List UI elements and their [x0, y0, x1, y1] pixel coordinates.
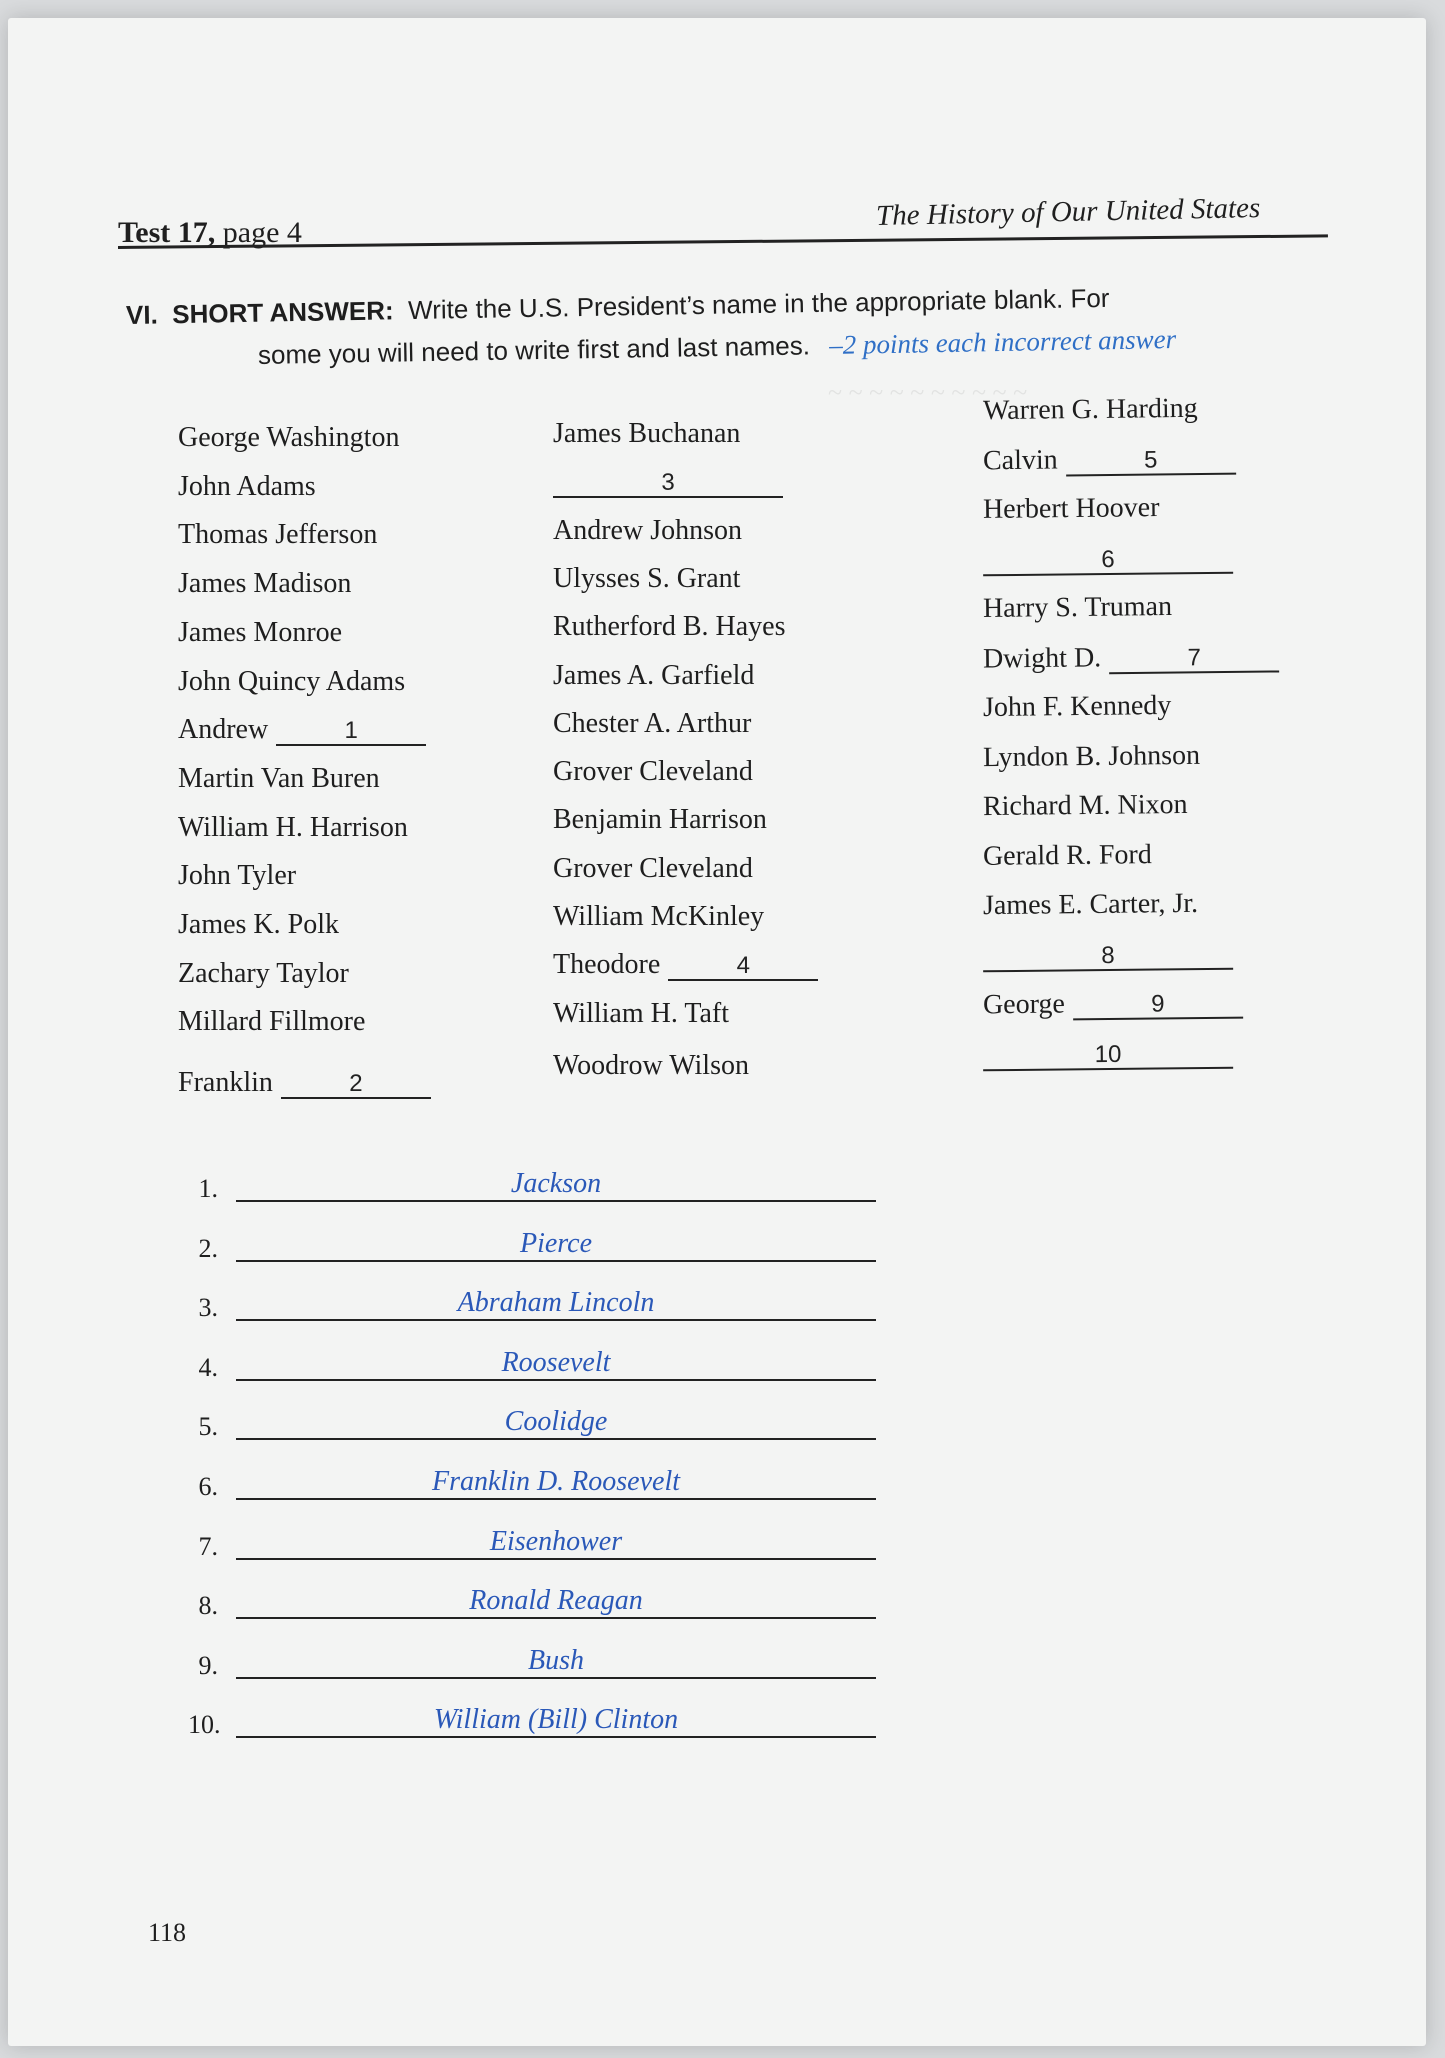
book-title: The History of Our United States — [875, 191, 1261, 233]
president-name: Chester A. Arthur — [553, 707, 752, 739]
handwritten-answer[interactable]: Jackson — [510, 1168, 602, 1199]
president-name: William H. Harrison — [178, 811, 408, 843]
president-entry — [983, 393, 1198, 427]
answer-number: 7. — [198, 1531, 218, 1561]
president-entry — [553, 901, 764, 933]
answer-row — [188, 1583, 888, 1623]
president-name: Andrew — [178, 714, 269, 746]
answer-underline — [236, 1677, 876, 1679]
president-entry — [983, 937, 1233, 972]
president-name: Thomas Jefferson — [178, 519, 378, 551]
president-entry — [983, 839, 1152, 873]
answer-number: 4. — [198, 1352, 218, 1382]
president-name: Richard M. Nixon — [982, 788, 1188, 823]
president-entry — [553, 466, 783, 498]
president-name: Martin Van Buren — [178, 762, 380, 794]
president-name: Andrew Johnson — [553, 514, 742, 546]
president-entry — [178, 471, 316, 503]
answer-row — [188, 1702, 888, 1742]
answer-blank[interactable]: 2 — [281, 1071, 431, 1099]
president-name: Benjamin Harrison — [553, 804, 767, 836]
president-name: Calvin — [982, 444, 1058, 476]
president-name: Grover Cleveland — [553, 852, 753, 884]
answer-number: 8. — [198, 1591, 218, 1621]
answer-number: 5. — [198, 1412, 218, 1442]
bleed-through-text: ~ ~ ~ ~ ~ ~ ~ ~ ~ ~ — [828, 378, 1028, 407]
handwritten-answer[interactable]: Pierce — [519, 1227, 593, 1259]
president-entry — [983, 591, 1172, 625]
president-entry — [553, 515, 742, 547]
president-name: Warren G. Harding — [982, 392, 1198, 427]
president-entry — [553, 853, 753, 885]
answer-number: 6. — [198, 1472, 218, 1501]
president-name: William H. Taft — [553, 997, 730, 1029]
answer-underline — [236, 1558, 876, 1560]
president-entry — [178, 666, 405, 698]
president-entry — [983, 888, 1198, 922]
president-entry — [553, 949, 818, 981]
president-name: Lyndon B. Johnson — [982, 739, 1201, 773]
section-heading: SHORT ANSWER: — [171, 295, 394, 330]
president-entry — [983, 690, 1172, 724]
instruction-continued — [258, 324, 1177, 371]
president-name: George Washington — [178, 422, 400, 453]
president-entry — [553, 660, 754, 692]
president-entry — [553, 804, 767, 836]
answer-blank[interactable]: 4 — [668, 953, 818, 981]
president-name: Rutherford B. Hayes — [553, 611, 786, 643]
president-entry — [983, 789, 1188, 823]
president-entry — [178, 860, 296, 892]
answer-row — [188, 1226, 888, 1266]
president-entry — [553, 756, 753, 788]
handwritten-answer[interactable]: Bush — [528, 1644, 584, 1676]
president-entry — [178, 617, 342, 649]
answer-underline — [236, 1379, 876, 1381]
answer-row — [188, 1404, 888, 1444]
scoring-note: –2 points each incorrect answer — [828, 323, 1177, 361]
president-entry — [178, 1067, 431, 1099]
president-entry — [983, 1036, 1233, 1071]
answer-number: 3. — [198, 1293, 218, 1323]
president-entry — [983, 640, 1280, 675]
answer-number: 1. — [198, 1174, 218, 1203]
president-name: John F. Kennedy — [982, 690, 1172, 723]
president-name: Zachary Taylor — [178, 957, 349, 989]
answer-row — [188, 1285, 888, 1325]
answer-blank[interactable]: 3 — [553, 470, 783, 498]
president-entry — [553, 563, 740, 595]
president-entry — [983, 541, 1233, 576]
president-entry — [553, 708, 751, 740]
president-name: Theodore — [553, 949, 661, 981]
handwritten-answer[interactable]: Abraham Lincoln — [457, 1287, 655, 1319]
page-number: 118 — [148, 1918, 187, 1947]
president-name: Dwight D. — [982, 641, 1102, 675]
answer-row — [188, 1464, 888, 1504]
president-name: James A. Garfield — [553, 659, 755, 691]
president-name: John Adams — [178, 470, 316, 502]
president-entry — [553, 418, 740, 450]
president-name: Gerald R. Ford — [982, 838, 1152, 872]
president-name: Franklin — [178, 1067, 273, 1099]
answer-blank[interactable]: 7 — [1109, 644, 1279, 674]
answer-underline — [236, 1200, 876, 1202]
president-entry — [553, 998, 729, 1030]
section-roman: VI. — [125, 299, 159, 330]
answer-blank[interactable]: 1 — [276, 718, 426, 746]
answer-underline — [236, 1438, 876, 1440]
handwritten-answer[interactable]: William (Bill) Clinton — [433, 1704, 679, 1736]
page-label: page 4 — [222, 216, 302, 249]
answer-number: 10. — [188, 1710, 221, 1740]
answer-row — [188, 1524, 888, 1564]
president-entry — [178, 519, 377, 551]
president-name: John Tyler — [178, 860, 297, 892]
answer-blank[interactable]: 10 — [983, 1040, 1233, 1071]
answer-number: 9. — [198, 1650, 218, 1680]
handwritten-answer[interactable]: Roosevelt — [501, 1346, 611, 1378]
president-name: Herbert Hoover — [982, 492, 1160, 525]
president-name: James Monroe — [178, 616, 343, 648]
answer-blank[interactable]: 8 — [983, 941, 1233, 972]
president-name: Millard Fillmore — [178, 1006, 366, 1038]
instruction-line-2: some you will need to write first and last names. — [257, 330, 811, 370]
handwritten-answer[interactable]: Coolidge — [504, 1406, 608, 1438]
president-name: William McKinley — [553, 901, 765, 932]
answer-underline — [236, 1617, 876, 1619]
answer-row — [188, 1166, 888, 1206]
answer-underline — [236, 1319, 876, 1321]
president-entry — [178, 909, 339, 941]
handwritten-answer[interactable]: Eisenhower — [489, 1525, 623, 1557]
president-name: George — [982, 988, 1066, 1021]
president-entry — [983, 442, 1236, 477]
worksheet-page — [8, 18, 1426, 2046]
answer-number: 2. — [198, 1233, 218, 1263]
president-name: James Buchanan — [553, 418, 741, 449]
answer-underline — [236, 1498, 876, 1500]
president-name: James K. Polk — [178, 909, 339, 940]
answer-blank[interactable]: 9 — [1073, 991, 1243, 1021]
handwritten-answer[interactable]: Ronald Reagan — [469, 1585, 643, 1617]
instruction-line-1: Write the U.S. President’s name in the appropriate blank. For — [407, 282, 1110, 326]
answer-row — [188, 1643, 888, 1683]
president-entry — [178, 1006, 365, 1038]
answer-blank[interactable]: 5 — [1066, 446, 1236, 476]
president-name: Woodrow Wilson — [553, 1049, 749, 1081]
section-instructions — [126, 283, 1110, 331]
president-entry — [178, 763, 380, 795]
president-name: James E. Carter, Jr. — [982, 887, 1199, 922]
president-entry — [178, 568, 351, 600]
answer-blank[interactable]: 6 — [983, 545, 1233, 576]
answer-row — [188, 1345, 888, 1385]
answer-underline — [236, 1260, 876, 1262]
test-number: Test 17, — [118, 216, 216, 249]
president-name: Harry S. Truman — [982, 591, 1173, 624]
president-name: John Quincy Adams — [178, 665, 406, 697]
president-name: Grover Cleveland — [553, 756, 753, 788]
president-entry — [553, 611, 786, 643]
president-entry — [178, 812, 408, 844]
president-entry — [983, 987, 1243, 1022]
president-name: Ulysses S. Grant — [553, 562, 741, 594]
president-entry — [983, 492, 1160, 526]
president-entry — [983, 739, 1200, 773]
president-name: James Madison — [178, 568, 352, 600]
president-entry — [553, 1050, 749, 1082]
president-entry — [178, 958, 349, 990]
president-entry — [178, 422, 399, 454]
president-entry — [178, 714, 426, 746]
answer-underline — [236, 1736, 876, 1738]
handwritten-answer[interactable]: Franklin D. Roosevelt — [431, 1466, 681, 1497]
